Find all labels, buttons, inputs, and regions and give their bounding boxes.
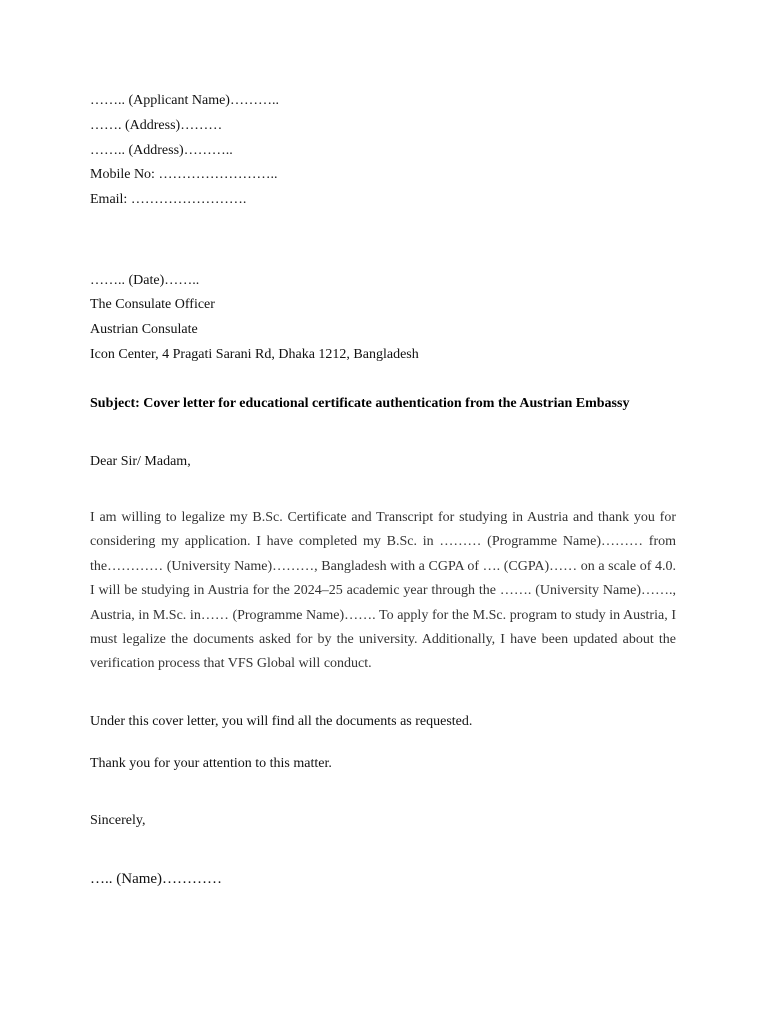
subject-line: Subject: Cover letter for educational certificate authentication from the Austrian Embassy <box>90 396 630 411</box>
address-line-1: ……. (Address)……… <box>90 118 223 133</box>
recipient-address: Icon Center, 4 Pragati Sarani Rd, Dhaka 1212, Bangladesh <box>90 347 419 362</box>
address-line-2: …….. (Address)……….. <box>90 143 233 158</box>
salutation: Dear Sir/ Madam, <box>90 454 191 469</box>
signature-name: ….. (Name)………… <box>90 871 223 887</box>
closing: Sincerely, <box>90 813 146 828</box>
body-paragraph: I am willing to legalize my B.Sc. Certificate and Transcript for studying in Austria and thank you for considering my application. I have completed my B.Sc. in ……… (Programme Name)……… from the………… (University Name)………, Bangladesh with a CGPA of …. (CGPA)…… on a scale of 4.0. I will be studying in Austria for the 2024–25 academic year through the ……. (University Name)……., Austria, in M.Sc. in…… (Programme Name)……. To apply for the M.Sc. program to study in Austria, I must legalize the documents asked for by the university. Additionally, I have been updated about the verification process that VFS Global will conduct. <box>90 510 676 672</box>
enclosure-line: Under this cover letter, you will find all the documents as requested. <box>90 714 473 729</box>
date-line: …….. (Date)…….. <box>90 273 200 288</box>
applicant-name-line: …….. (Applicant Name)……….. <box>90 93 279 108</box>
recipient-office: Austrian Consulate <box>90 322 198 337</box>
mobile-line: Mobile No: …………………….. <box>90 167 278 182</box>
thanks-line: Thank you for your attention to this matter. <box>90 756 332 771</box>
email-line: Email: ……………………. <box>90 192 247 207</box>
recipient-title: The Consulate Officer <box>90 297 215 312</box>
